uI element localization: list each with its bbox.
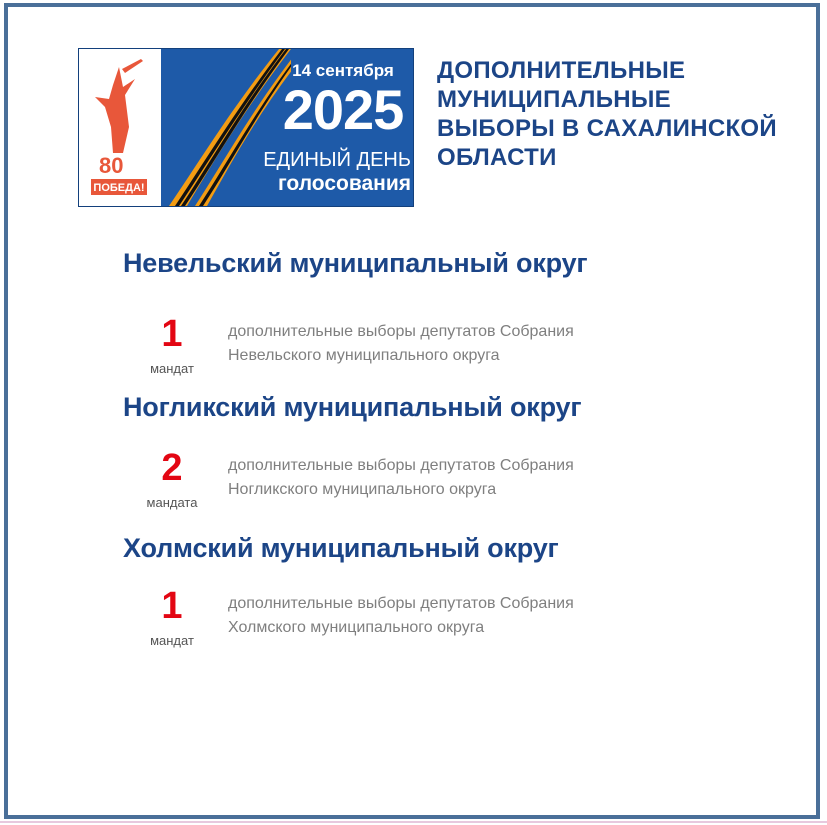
mandate-unit: мандат (150, 361, 194, 376)
page-title (437, 56, 777, 172)
mandate-count: 1 (161, 585, 183, 627)
election-day-banner (78, 48, 414, 207)
district-heading: Холмский муниципальный округ (123, 533, 559, 563)
title-line: ОБЛАСТИ (437, 144, 557, 171)
description-line: дополнительные выборы депутатов Собрания (228, 595, 574, 612)
description-line: дополнительные выборы депутатов Собрания (228, 323, 574, 340)
district-description (228, 592, 668, 640)
description-line: Невельского муниципального округа (228, 347, 500, 364)
mandate-unit: мандата (146, 495, 198, 510)
description-line: Ногликского муниципального округа (228, 481, 497, 498)
banner-line-1: ЕДИНЫЙ ДЕНЬ (263, 149, 411, 171)
district-heading: Невельский муниципальный округ (123, 248, 588, 278)
district-heading: Ногликский муниципальный округ (123, 392, 582, 422)
description-line: дополнительные выборы депутатов Собрания (228, 457, 574, 474)
banner-line-2: голосования (277, 172, 411, 195)
district-description (228, 320, 668, 368)
title-line: МУНИЦИПАЛЬНЫЕ (437, 86, 671, 113)
description-line: Холмского муниципального округа (228, 619, 485, 636)
bottom-divider (0, 821, 827, 823)
title-line: ДОПОЛНИТЕЛЬНЫЕ (437, 57, 686, 84)
badge-text: ПОБЕДА! (93, 182, 145, 194)
motherland-statue-logo (89, 57, 149, 199)
title-line: ВЫБОРЫ В САХАЛИНСКОЙ (437, 115, 777, 142)
badge-number: 80 (99, 153, 124, 178)
election-date: 14 сентября (292, 61, 394, 80)
mandate-count: 2 (161, 447, 183, 489)
mandate-count: 1 (161, 313, 183, 355)
district-description (228, 454, 668, 502)
mandate-unit: мандат (150, 633, 194, 648)
election-year: 2025 (282, 78, 404, 141)
